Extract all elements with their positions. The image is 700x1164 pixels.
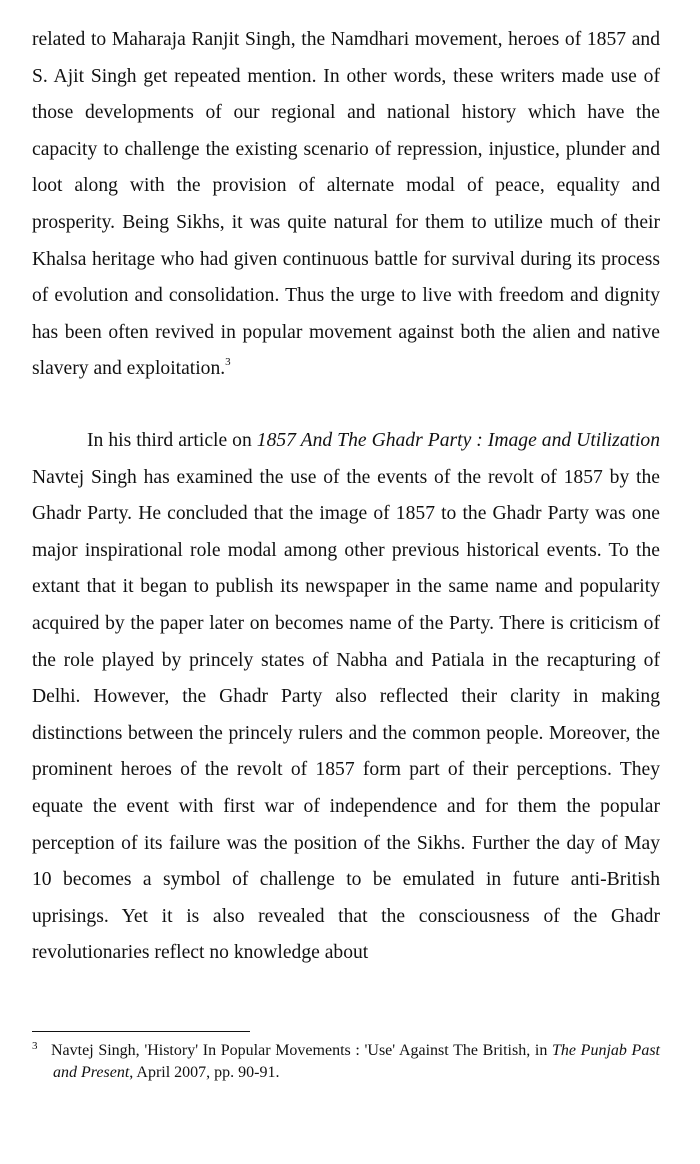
paragraph-text: related to Maharaja Ranjit Singh, the Namdhari movement, heroes of 1857 and S. Ajit Singh get repeated mention. In other words, these writers made use of those developments of our regional and national history which have the capacity to challenge the existing scenario of repression, injustice, plunder and loot along with the provision of alternate modal of peace, equality and prosperity. Being Sikhs, it was quite natural for them to utilize much of their Khalsa heritage who had given continuous battle for survival during its process of evolution and consolidation. Thus the urge to live with freedom and dignity has been often revived in popular movement against both the alien and native slavery and exploitation. [32,29,660,380]
footnote-reference[interactable]: 3 [225,355,231,368]
footnote-divider [32,1031,250,1032]
article-title: 1857 And The Ghadr Party : Image and Utilization [256,430,660,451]
footnote-text: Navtej Singh, 'History' In Popular Movements : 'Use' Against The British, in [51,1042,552,1059]
paragraph-text: Navtej Singh has examined the use of the events of the revolt of 1857 by the Ghadr Party. He concluded that the image of 1857 to the Ghadr Party was one major inspirational role modal among other previous historical events. To the extant that it began to publish its newspaper in the same name and popularity acquired by the paper later on becomes name of the Party. There is criticism of the role played by princely states of Nabha and Patiala in the recapturing of Delhi. However, the Ghadr Party also reflected their clarity in making distinctions between the princely rulers and the common people. Moreover, the prominent heroes of the revolt of 1857 form part of their perceptions. They equate the event with first war of independence and for them the popular perception of its failure was the position of the Sikhs. Further the day of May 10 becomes a symbol of challenge to be emulated in future anti-British uprisings. Yet it is also revealed that the consciousness of the Ghadr revolutionaries reflect no knowledge about [32,466,660,964]
footnote: 3 Navtej Singh, 'History' In Popular Movements : 'Use' Against The British, in The Punjab Past and Present, April 2007, pp. 90-91. [32,1039,660,1081]
footnote-source-title: The Punjab Past and Present [53,1042,660,1081]
paragraph-lead: In his third article on [87,430,257,451]
footnote-text-end: , April 2007, pp. 90-91. [129,1064,280,1081]
body-paragraph [32,423,660,972]
body-paragraph [32,22,660,388]
